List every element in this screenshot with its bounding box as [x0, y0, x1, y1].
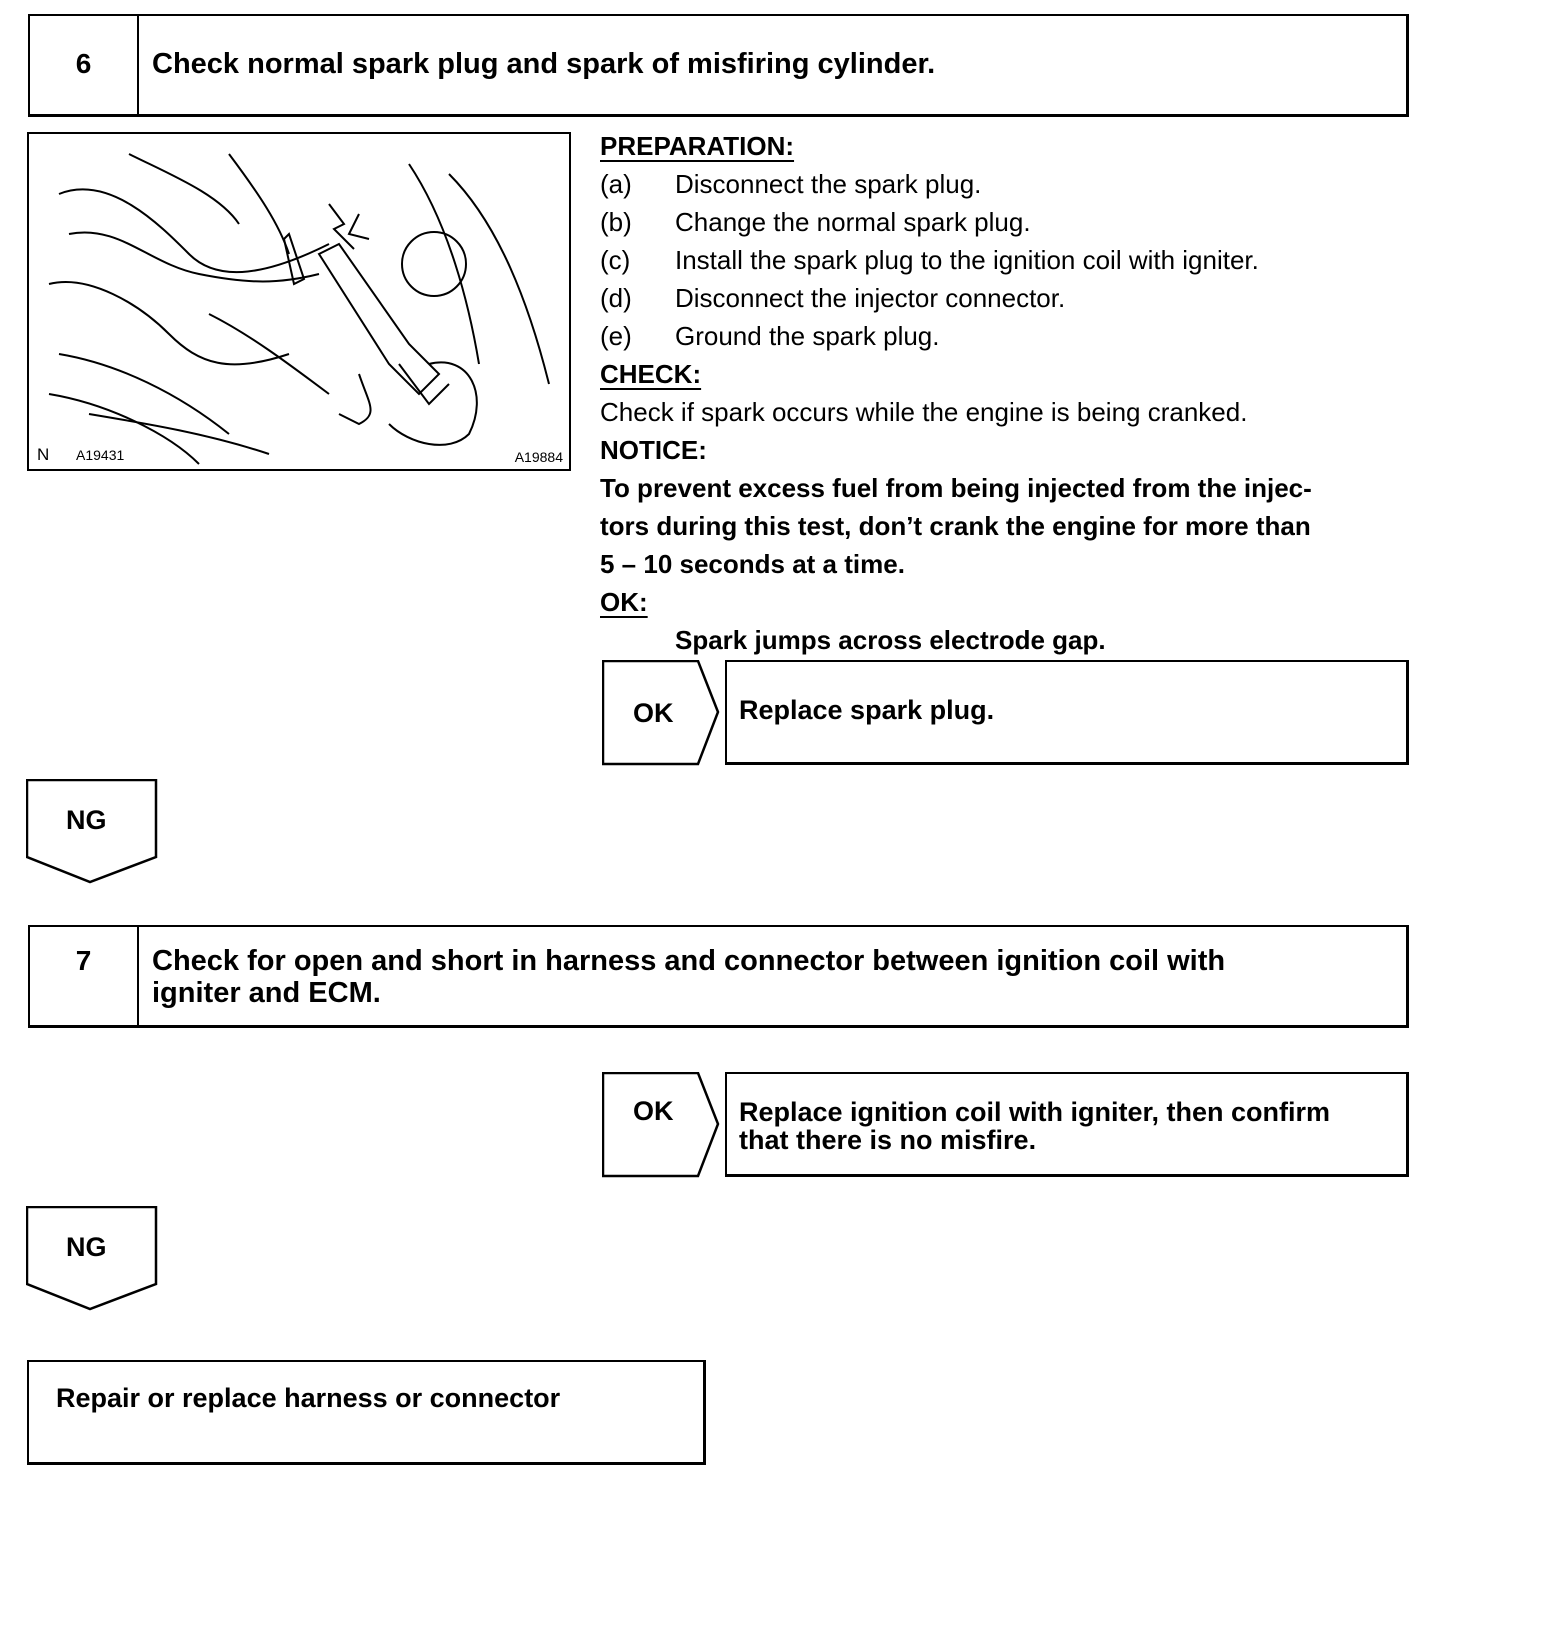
- check-heading: CHECK:: [600, 359, 702, 389]
- check-text: Check if spark occurs while the engine is being cranked.: [600, 397, 1248, 427]
- notice-line: tors during this test, don’t crank the engine for more than: [600, 511, 1311, 541]
- step-6-header: [28, 14, 1409, 117]
- ng-arrow: [26, 1206, 159, 1311]
- prep-item: [600, 279, 1312, 317]
- ok-label: OK: [633, 1096, 674, 1126]
- result-line: that there is no misfire.: [739, 1125, 1037, 1155]
- item-label: (e): [600, 321, 632, 351]
- prep-item: [600, 165, 1312, 203]
- item-label: (d): [600, 283, 632, 313]
- step-title-line: igniter and ECM.: [152, 977, 381, 1009]
- ok-label: OK: [633, 698, 674, 728]
- item-text: Change the normal spark plug.: [675, 207, 1031, 237]
- ok-result-box: Replace spark plug.: [725, 660, 1409, 765]
- notice-heading: NOTICE:: [600, 435, 707, 465]
- item-text: Ground the spark plug.: [675, 321, 940, 351]
- ng-arrow: [26, 779, 159, 884]
- ng-result-box: Repair or replace harness or connector: [27, 1360, 706, 1465]
- step-title-line: Check for open and short in harness and connector between ignition coil with: [152, 945, 1226, 977]
- step-title: Check normal spark plug and spark of misfiring cylinder.: [152, 48, 936, 80]
- item-label: (a): [600, 169, 632, 199]
- engine-spark-illustration-icon: [29, 134, 569, 469]
- step-7-header: [28, 925, 1409, 1028]
- ok-arrow: [602, 1072, 720, 1178]
- step-6-instructions: [600, 127, 1312, 659]
- item-text: Disconnect the injector connector.: [675, 283, 1066, 313]
- item-label: (b): [600, 207, 632, 237]
- item-label: (c): [600, 245, 631, 275]
- step-number: 7: [30, 927, 139, 1025]
- ok-result-box: [725, 1072, 1409, 1177]
- prep-item: [600, 241, 1312, 279]
- figure-id-right: A19884: [514, 449, 563, 465]
- prep-item: [600, 203, 1312, 241]
- notice-line: 5 – 10 seconds at a time.: [600, 549, 905, 579]
- item-text: Install the spark plug to the ignition coil with igniter.: [675, 245, 1259, 275]
- ng-label: NG: [66, 1232, 107, 1262]
- notice-line: To prevent excess fuel from being injected from the injec-: [600, 473, 1312, 503]
- step-number: 6: [30, 16, 139, 114]
- figure-n-label: N: [37, 445, 50, 464]
- item-text: Disconnect the spark plug.: [675, 169, 982, 199]
- result-line: Replace ignition coil with igniter, then confirm: [739, 1097, 1331, 1127]
- ok-criteria: Spark jumps across electrode gap.: [675, 625, 1106, 655]
- preparation-heading: PREPARATION:: [600, 131, 795, 161]
- figure-id-left: A19431: [76, 447, 125, 463]
- ok-arrow: [602, 660, 720, 766]
- ng-label: NG: [66, 805, 107, 835]
- prep-item: [600, 317, 1312, 355]
- ok-heading: OK:: [600, 587, 648, 617]
- spark-plug-illustration: [27, 132, 571, 471]
